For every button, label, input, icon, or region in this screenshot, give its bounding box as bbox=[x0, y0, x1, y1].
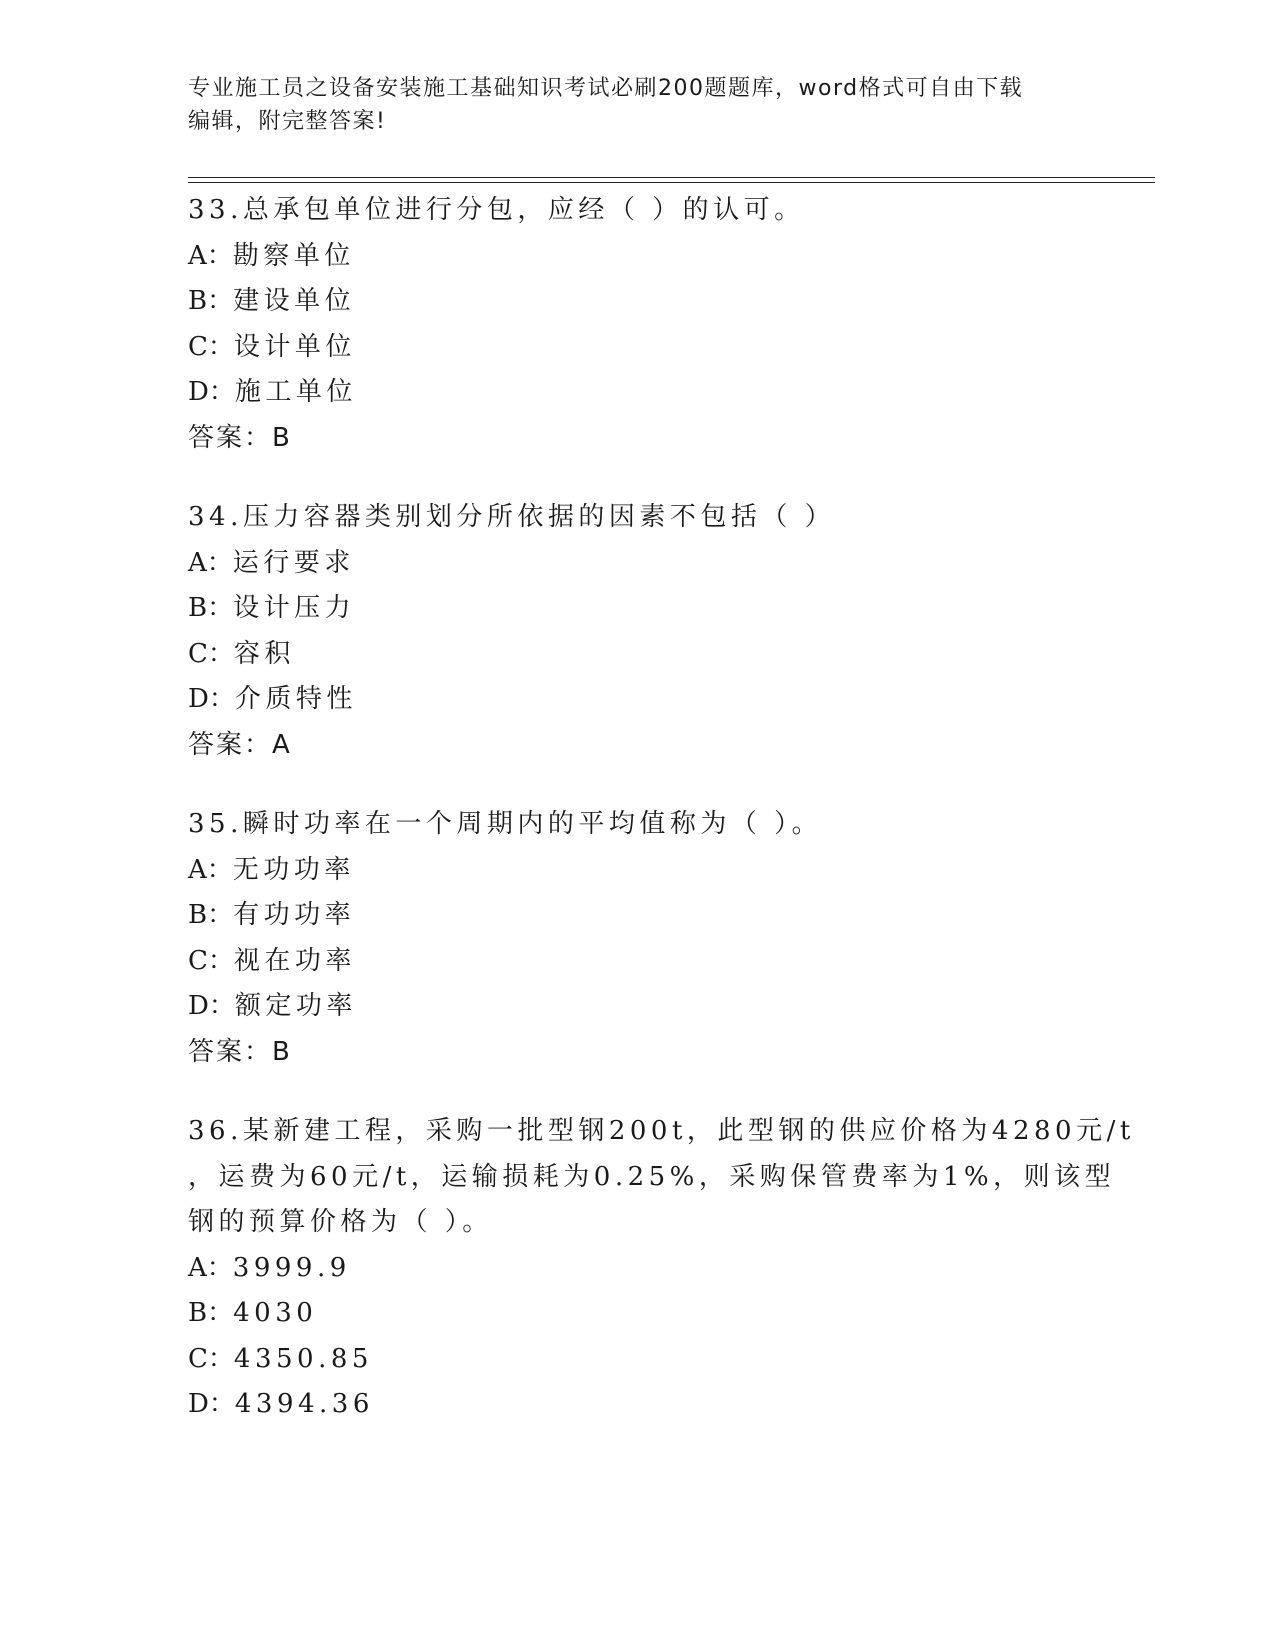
question-stem-line: ，运费为60元/t，运输损耗为0.25%，采购保管费率为1%，则该型 bbox=[188, 1161, 1116, 1192]
question-36 bbox=[188, 1109, 1135, 1428]
question-stem bbox=[188, 1109, 1135, 1246]
option-a bbox=[188, 234, 1068, 280]
option-label: D： bbox=[188, 991, 235, 1021]
answer-line: 答案：B bbox=[188, 422, 292, 453]
option-c bbox=[188, 939, 1068, 985]
answer-line: 答案：A bbox=[188, 729, 292, 760]
option-text: 勘察单位 bbox=[232, 240, 355, 271]
option-text: 设计压力 bbox=[233, 593, 356, 623]
option-label: C： bbox=[188, 638, 234, 669]
option-a bbox=[188, 848, 1068, 894]
question-stem-line: 35.瞬时功率在一个周期内的平均值称为（ ）。 bbox=[188, 809, 823, 839]
option-d bbox=[188, 1382, 1068, 1428]
option-d bbox=[188, 370, 1068, 416]
header-title-line-1: 专业施工员之设备安装施工基础知识考试必刷200题题库，word格式可自由下载 bbox=[188, 76, 1024, 101]
option-text: 4394.36 bbox=[234, 1389, 374, 1419]
question-stem-line: 36.某新建工程，采购一批型钢200t，此型钢的供应价格为4280元/t bbox=[188, 1116, 1135, 1146]
option-label: B： bbox=[188, 286, 234, 316]
option-c bbox=[188, 1337, 1068, 1383]
option-text: 运行要求 bbox=[232, 547, 355, 578]
header-divider-bottom bbox=[188, 182, 1155, 183]
option-label: B： bbox=[188, 593, 234, 623]
option-text: 建设单位 bbox=[233, 286, 356, 316]
question-35 bbox=[188, 802, 1068, 1075]
header-title-line-2: 编辑，附完整答案! bbox=[188, 109, 387, 134]
option-label: A： bbox=[188, 854, 233, 885]
option-label: C： bbox=[188, 331, 234, 362]
option-b bbox=[188, 1291, 1068, 1337]
option-label: D： bbox=[188, 1389, 235, 1419]
question-list bbox=[188, 188, 1135, 1462]
option-a bbox=[188, 541, 1068, 587]
document-header bbox=[188, 72, 1068, 138]
option-label: B： bbox=[188, 900, 234, 930]
option-d bbox=[188, 984, 1068, 1030]
option-c bbox=[188, 632, 1068, 678]
option-text: 设计单位 bbox=[233, 331, 356, 362]
option-label: A： bbox=[188, 547, 233, 578]
option-text: 无功功率 bbox=[232, 854, 355, 885]
option-label: B： bbox=[188, 1298, 234, 1328]
answer-line: 答案：B bbox=[188, 1036, 292, 1067]
option-label: A： bbox=[188, 1252, 233, 1283]
question-stem bbox=[188, 188, 1068, 234]
question-33 bbox=[188, 188, 1068, 461]
option-a bbox=[188, 1246, 1068, 1292]
option-text: 容积 bbox=[233, 638, 295, 669]
option-label: D： bbox=[188, 684, 235, 714]
option-label: C： bbox=[188, 1343, 234, 1374]
header-divider-top bbox=[188, 177, 1155, 178]
option-label: C： bbox=[188, 945, 234, 976]
option-c bbox=[188, 325, 1068, 371]
option-text: 视在功率 bbox=[233, 945, 356, 976]
option-b bbox=[188, 586, 1068, 632]
option-text: 3999.9 bbox=[232, 1252, 351, 1283]
option-label: A： bbox=[188, 240, 233, 271]
option-d bbox=[188, 677, 1068, 723]
option-b bbox=[188, 279, 1068, 325]
question-stem-line: 34.压力容器类别划分所依据的因素不包括（ ） bbox=[188, 502, 836, 532]
option-text: 介质特性 bbox=[234, 684, 357, 714]
question-stem bbox=[188, 802, 1068, 848]
option-text: 4350.85 bbox=[233, 1343, 373, 1374]
question-stem-line: 钢的预算价格为（ ）。 bbox=[188, 1207, 493, 1237]
question-34 bbox=[188, 495, 1068, 768]
option-text: 4030 bbox=[233, 1298, 318, 1328]
option-label: D： bbox=[188, 377, 235, 407]
option-text: 有功功率 bbox=[233, 900, 356, 930]
option-b bbox=[188, 893, 1068, 939]
question-stem-line: 33.总承包单位进行分包，应经（ ）的认可。 bbox=[188, 195, 805, 225]
question-stem bbox=[188, 495, 1068, 541]
option-text: 额定功率 bbox=[234, 991, 357, 1021]
option-text: 施工单位 bbox=[234, 377, 357, 407]
